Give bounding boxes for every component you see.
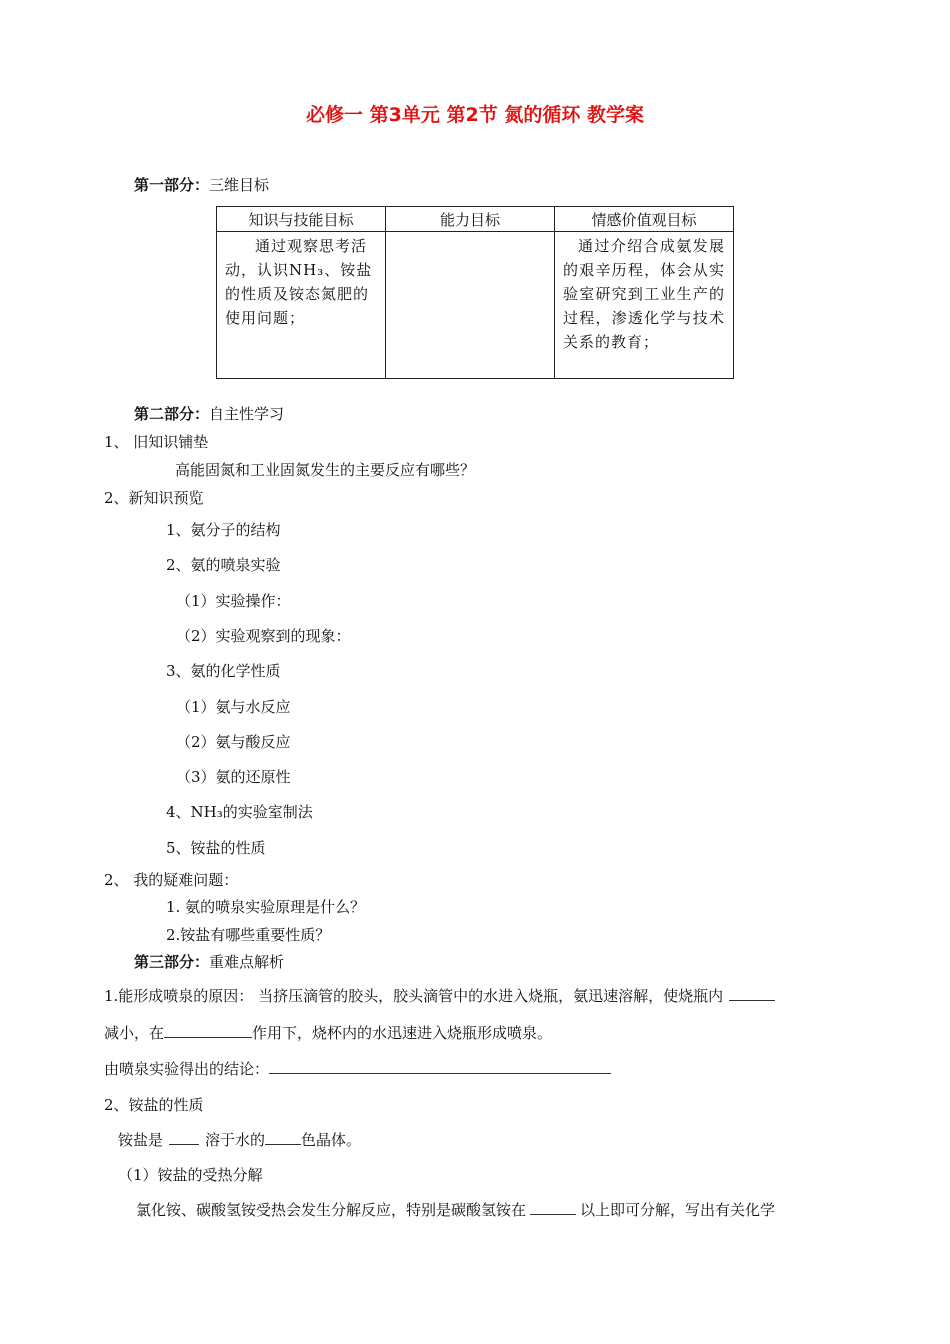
answer-blank[interactable] [164, 1023, 252, 1038]
part3-label: 第三部分： [134, 953, 210, 971]
part1-text: 三维目标 [209, 176, 270, 194]
part2-item: （2）氨与酸反应 [176, 733, 291, 751]
decomposition-text-end: 以上即可分解，写出有关化学 [580, 1201, 776, 1219]
goals-cell-emotion: 通过介绍合成氨发展的艰辛历程，体会从实验室研究到工业生产的过程，渗透化学与技术关系的教育； [555, 232, 734, 379]
part2-item: 3、氨的化学性质 [166, 662, 281, 680]
fountain-reason-text-cont: 减小，在 [104, 1024, 165, 1042]
part3-line3 [104, 1058, 611, 1079]
part3-line7 [136, 1199, 775, 1220]
part2-label: 第二部分： [134, 405, 210, 423]
answer-blank[interactable] [729, 986, 775, 1001]
part2-text: 自主性学习 [209, 405, 285, 423]
fountain-reason-text: 1.能形成喷泉的原因： 当挤压滴管的胶头，胶头滴管中的水进入烧瓶，氨迅速溶解，使烧瓶内 [104, 987, 724, 1005]
part2-item: （3）氨的还原性 [176, 768, 291, 786]
part2-item: 4、NH₃的实验室制法 [166, 803, 313, 821]
ammonium-salt-text: 铵盐是 [118, 1131, 164, 1149]
ammonium-salt-text-3: 色晶体。 [301, 1131, 362, 1149]
part2-item: （2）实验观察到的现象： [176, 627, 351, 645]
part2-item: 2、 我的疑难问题： [104, 871, 239, 889]
part2-item: 2.铵盐有哪些重要性质？ [166, 926, 331, 944]
part2-item: （1）氨与水反应 [176, 698, 291, 716]
fountain-reason-text-end: 作用下，烧杯内的水迅速进入烧瓶形成喷泉。 [252, 1024, 553, 1042]
part2-item: 1、 旧知识铺垫 [104, 433, 209, 451]
goals-cell-ability [386, 232, 555, 379]
goals-cell-knowledge: 通过观察思考活动，认识NH₃、铵盐的性质及铵态氮肥的使用问题； [217, 232, 386, 379]
ammonium-salt-text-2: 溶于水的 [205, 1131, 266, 1149]
conclusion-label: 由喷泉实验得出的结论： [104, 1060, 270, 1078]
part2-item: 1. 氨的喷泉实验原理是什么？ [166, 898, 366, 916]
answer-blank[interactable] [169, 1130, 199, 1145]
goals-header-knowledge: 知识与技能目标 [217, 207, 386, 232]
part3-line2 [104, 1022, 552, 1043]
goals-header-emotion: 情感价值观目标 [555, 207, 734, 232]
page-title: 必修一 第3单元 第2节 氮的循环 教学案 [306, 104, 644, 126]
part3-line4: 2、铵盐的性质 [104, 1096, 204, 1114]
part1-label: 第一部分： [134, 176, 210, 194]
part2-item: 5、铵盐的性质 [166, 839, 266, 857]
part2-item: （1）实验操作： [176, 592, 291, 610]
part2-item: 高能固氮和工业固氮发生的主要反应有哪些？ [175, 461, 476, 479]
part3-line6: （1）铵盐的受热分解 [118, 1166, 263, 1184]
part2-item: 2、氨的喷泉实验 [166, 556, 281, 574]
part2-heading [134, 403, 284, 424]
answer-blank[interactable] [269, 1059, 611, 1074]
decomposition-text: 氯化铵、碳酸氢铵受热会发生分解反应，特别是碳酸氢铵在 [136, 1201, 527, 1219]
answer-blank[interactable] [530, 1200, 576, 1215]
part2-item: 1、氨分子的结构 [166, 521, 281, 539]
part1-heading [134, 174, 269, 195]
part3-heading [134, 951, 284, 972]
part3-text: 重难点解析 [209, 953, 285, 971]
part3-line5 [118, 1129, 361, 1150]
goals-header-ability: 能力目标 [386, 207, 555, 232]
part2-item: 2、新知识预览 [104, 489, 204, 507]
answer-blank[interactable] [265, 1130, 301, 1145]
part3-line1 [104, 985, 775, 1006]
goals-table [216, 206, 734, 379]
